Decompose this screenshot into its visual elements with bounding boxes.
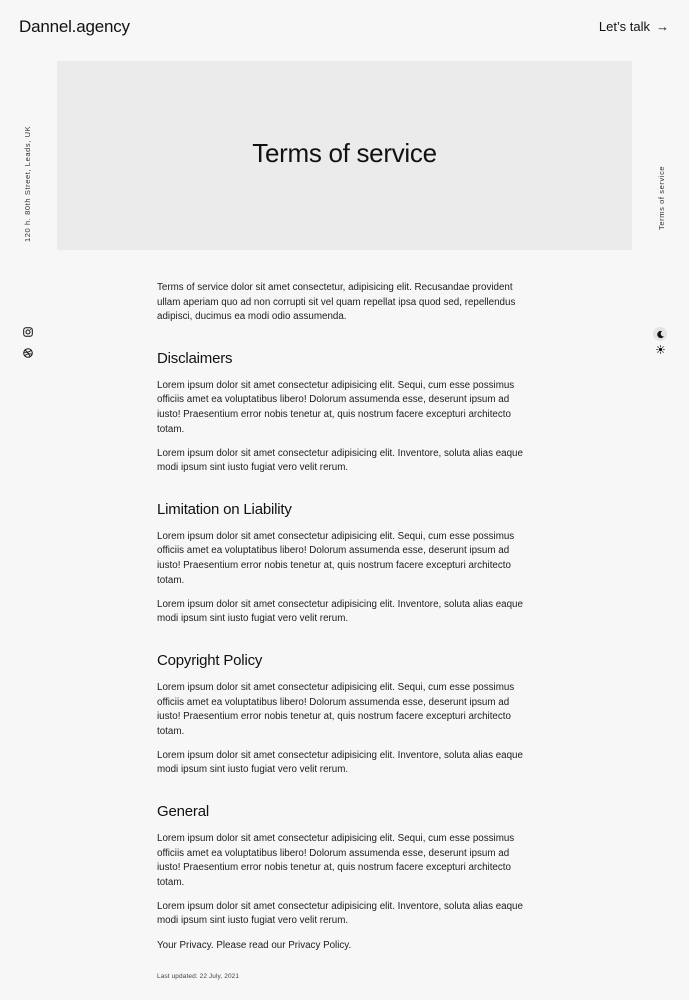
section-disclaimers: [157, 350, 535, 476]
section-paragraph: Lorem ipsum dolor sit amet consectetur adipisicing elit. Sequi, cum esse possimus officiis amet ea voluptatibus libero! Dolorum assumenda esse, deserunt ipsum ad iusto! Praesentium error nobis tenetur at, quis nostrum facere excepturi architecto totam.: [157, 379, 515, 435]
section-general: [157, 803, 535, 953]
hero-banner: [57, 61, 632, 250]
intro-paragraph: Terms of service dolor sit amet consectetur, adipisicing elit. Recusandae provident ullam aperiam quo ad non corrupti sit vel quam repellat ipsa quod sed, repellendus adipisci, ducimus ea modi odio assumenda.: [157, 282, 516, 323]
section-paragraph: Lorem ipsum dolor sit amet consectetur adipisicing elit. Inventore, soluta alias eaque modi ipsum sint iusto fugiat vero velit rerum.: [157, 900, 523, 927]
light-mode-button[interactable]: [653, 342, 667, 356]
dribbble-icon: [23, 348, 33, 358]
site-header: [0, 0, 689, 56]
terms-content: [157, 281, 535, 963]
arrow-right-icon: →: [656, 19, 669, 34]
section-paragraph: Lorem ipsum dolor sit amet consectetur adipisicing elit. Sequi, cum esse possimus officiis amet ea voluptatibus libero! Dolorum assumenda esse, deserunt ipsum ad iusto! Praesentium error nobis tenetur at, quis nostrum facere excepturi architecto totam.: [157, 681, 515, 737]
page-label-vertical: [654, 165, 668, 230]
logo-link[interactable]: Dannel.agency: [19, 17, 130, 36]
page-label-text: Terms of service: [657, 165, 666, 230]
theme-toggle: [651, 327, 669, 357]
section-heading: Disclaimers: [157, 349, 233, 367]
section-limitation-on-liability: [157, 501, 535, 627]
address-text: 120 h. 80th Street, Leads, UK: [23, 125, 32, 242]
section-heading: Copyright Policy: [157, 651, 263, 669]
instagram-link[interactable]: [22, 326, 34, 338]
section-paragraph: Lorem ipsum dolor sit amet consectetur adipisicing elit. Sequi, cum esse possimus officiis amet ea voluptatibus libero! Dolorum assumenda esse, deserunt ipsum ad iusto! Praesentium error nobis tenetur at, quis nostrum facere excepturi architecto totam.: [157, 530, 515, 586]
section-copyright-policy: [157, 652, 535, 778]
sun-icon: [656, 345, 665, 354]
section-heading: General: [157, 802, 209, 820]
privacy-note: Your Privacy. Please read our Privacy Policy.: [157, 939, 352, 951]
dark-mode-button[interactable]: [653, 327, 667, 341]
section-paragraph: Lorem ipsum dolor sit amet consectetur adipisicing elit. Inventore, soluta alias eaque modi ipsum sint iusto fugiat vero velit rerum.: [157, 749, 523, 776]
instagram-icon: [23, 327, 33, 337]
dribbble-link[interactable]: [22, 347, 34, 359]
moon-icon: [656, 330, 665, 339]
page-title: Terms of service: [252, 138, 437, 168]
section-paragraph: Lorem ipsum dolor sit amet consectetur adipisicing elit. Sequi, cum esse possimus officiis amet ea voluptatibus libero! Dolorum assumenda esse, deserunt ipsum ad iusto! Praesentium error nobis tenetur at, quis nostrum facere excepturi architecto totam.: [157, 832, 515, 888]
address-vertical: [20, 125, 34, 242]
section-paragraph: Lorem ipsum dolor sit amet consectetur adipisicing elit. Inventore, soluta alias eaque modi ipsum sint iusto fugiat vero velit rerum.: [157, 598, 523, 625]
last-updated: Last updated: 22 July, 2021: [157, 973, 240, 980]
section-paragraph: Lorem ipsum dolor sit amet consectetur adipisicing elit. Inventore, soluta alias eaque modi ipsum sint iusto fugiat vero velit rerum.: [157, 447, 523, 474]
lets-talk-link[interactable]: [599, 19, 669, 34]
section-heading: Limitation on Liability: [157, 500, 292, 518]
lets-talk-label: Let’s talk: [598, 19, 650, 34]
